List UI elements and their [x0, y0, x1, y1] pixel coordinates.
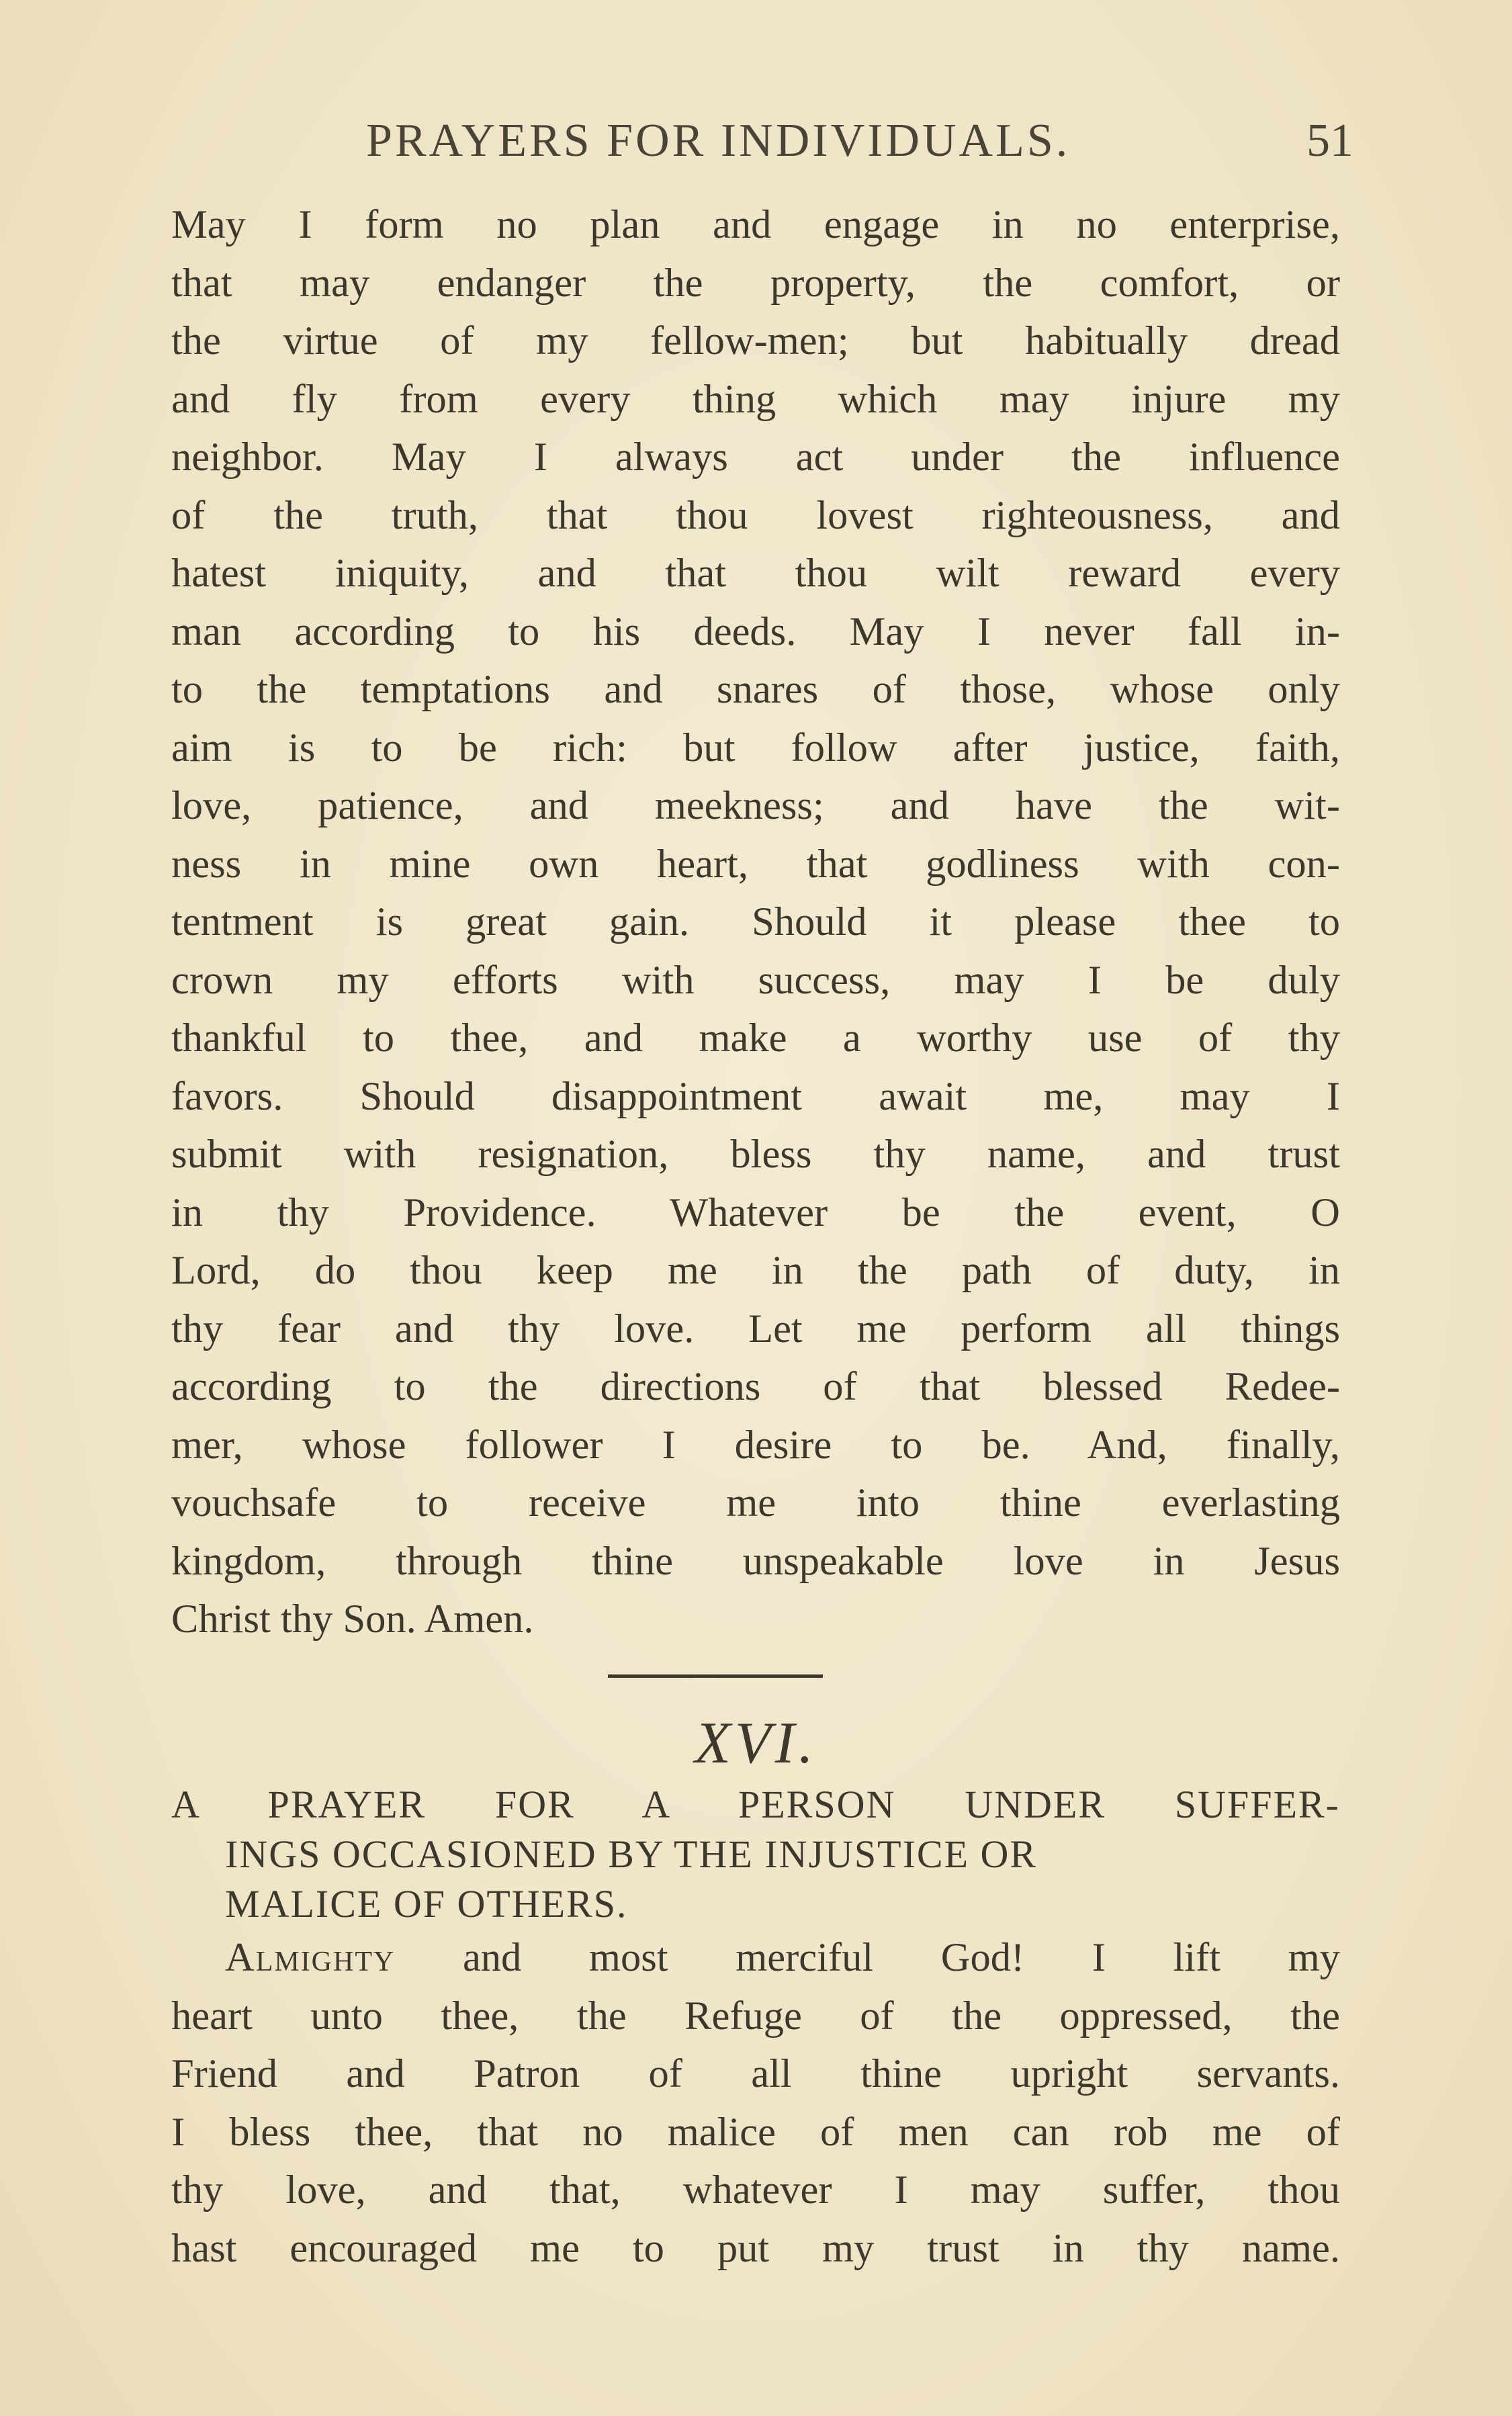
- running-head: PRAYERS FOR INDIVIDUALS.: [366, 115, 1071, 167]
- prayer-paragraph: [171, 1929, 1340, 2278]
- text-line: thy fear and thy love. Let me perform all things: [171, 1306, 1340, 1351]
- text-line: in thy Providence. Whatever be the event, O: [171, 1190, 1340, 1235]
- text-line: I bless thee, that no malice of men can rob me of: [171, 2109, 1340, 2155]
- section-divider: [608, 1674, 823, 1678]
- section-title: [171, 1780, 1340, 1929]
- text-line: hatest iniquity, and that thou wilt reward every: [171, 551, 1340, 596]
- section-title-line: MALICE OF OTHERS.: [225, 1882, 628, 1926]
- section-title-line: A PRAYER FOR A PERSON UNDER SUFFER-: [171, 1783, 1340, 1826]
- text-line: the virtue of my fellow-men; but habitually dread: [171, 318, 1340, 363]
- text-line: Lord, do thou keep me in the path of duty, in: [171, 1248, 1340, 1293]
- text-line: Friend and Patron of all thine upright servants.: [171, 2051, 1340, 2096]
- text-line: heart unto thee, the Refuge of the oppressed, the: [171, 1993, 1340, 2039]
- text-line: and fly from every thing which may injure my: [171, 376, 1340, 422]
- text-line: submit with resignation, bless thy name, and trust: [171, 1132, 1340, 1177]
- section-title-line: INGS OCCASIONED BY THE INJUSTICE OR: [225, 1832, 1038, 1876]
- text-line: mer, whose follower I desire to be. And, finally,: [171, 1422, 1340, 1468]
- text-line: kingdom, through thine unspeakable love in Jesus: [171, 1538, 1340, 1584]
- text-line: ness in mine own heart, that godliness with con-: [171, 841, 1340, 887]
- opening-word: Almighty: [225, 1935, 396, 1980]
- text-line: vouchsafe to receive me into thine everlasting: [171, 1480, 1340, 1525]
- text-line: thankful to thee, and make a worthy use of thy: [171, 1016, 1340, 1061]
- text-line: hast encouraged me to put my trust in thy name.: [171, 2225, 1340, 2271]
- page-number: 51: [1306, 115, 1353, 167]
- text-line: crown my efforts with success, may I be duly: [171, 957, 1340, 1003]
- text-line: aim is to be rich: but follow after justice, faith,: [171, 725, 1340, 770]
- text-line: love, patience, and meekness; and have the wit-: [171, 783, 1340, 828]
- text-line: neighbor. May I always act under the influence: [171, 435, 1340, 480]
- text-line: May I form no plan and engage in no enterprise,: [171, 202, 1340, 247]
- text-line: that may endanger the property, the comfort, or: [171, 260, 1340, 306]
- text-line: [171, 1929, 1340, 1987]
- page-header: [171, 114, 1353, 175]
- section-number: XVI.: [695, 1711, 817, 1776]
- text-line: Christ thy Son. Amen.: [171, 1597, 534, 1642]
- text-line: man according to his deeds. May I never fall in-: [171, 609, 1340, 654]
- text-line: to the temptations and snares of those, whose only: [171, 667, 1340, 712]
- text-line: of the truth, that thou lovest righteousness, and: [171, 492, 1340, 538]
- text-line: favors. Should disappointment await me, may I: [171, 1073, 1340, 1119]
- prayer-paragraph: [171, 196, 1340, 1649]
- text-line: thy love, and that, whatever I may suffer, thou: [171, 2167, 1340, 2212]
- text-fragment: and most merciful God! I lift my: [395, 1935, 1340, 1980]
- text-line: tentment is great gain. Should it please thee to: [171, 899, 1340, 944]
- text-line: according to the directions of that blessed Redee-: [171, 1364, 1340, 1409]
